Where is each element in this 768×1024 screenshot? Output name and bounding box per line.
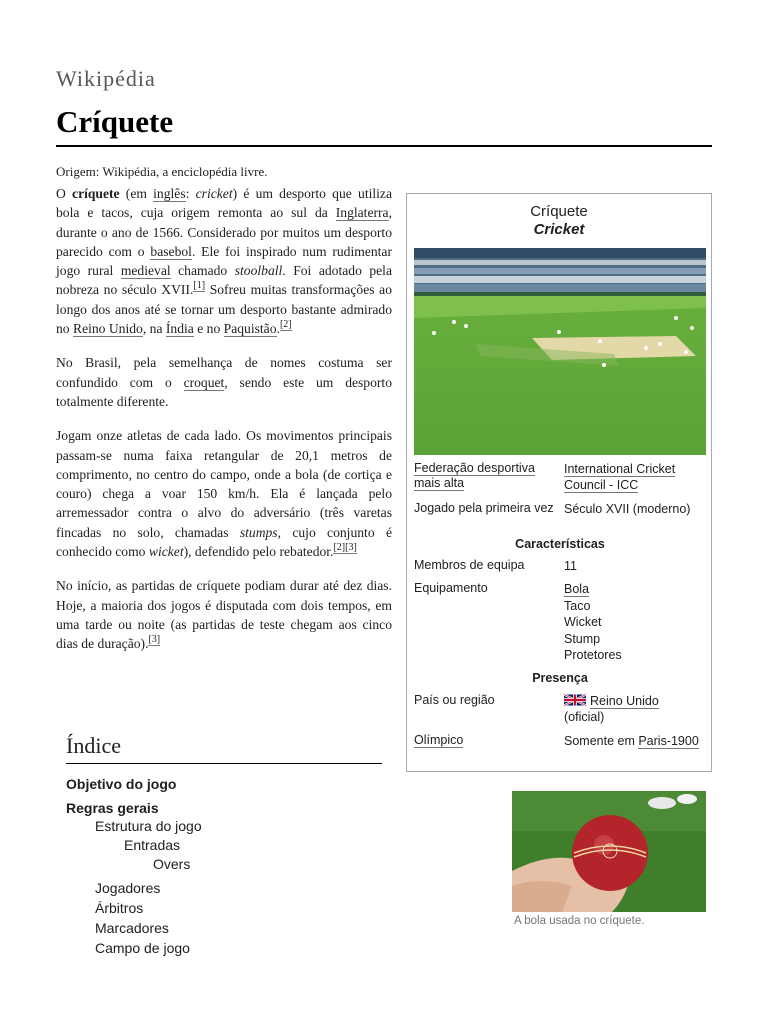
text: , cujo conjunto é conhecido como: [56, 524, 392, 560]
equip-item: Protetores: [564, 648, 622, 662]
equip-item: Taco: [564, 598, 591, 613]
reference-link[interactable]: [1]: [193, 280, 206, 292]
toc-item[interactable]: Entradas: [124, 837, 181, 853]
text: . Ele foi inspirado num rudimentar jogo rural: [56, 243, 392, 279]
link-basebol[interactable]: basebol: [150, 243, 192, 259]
paragraph-duracao: [56, 576, 392, 653]
toc-item[interactable]: Objetivo do jogo: [66, 776, 177, 792]
text: O: [56, 186, 73, 201]
federacao-label-link[interactable]: Federação desportiva mais alta: [414, 461, 535, 490]
term-italic: wicket: [148, 544, 184, 560]
term-italic: cricket: [195, 186, 233, 201]
pais-note: (oficial): [564, 710, 605, 724]
link-india[interactable]: Índia: [165, 321, 194, 337]
text: Sofreu muitas transformações ao longo dos anos até se tornar um desporto bastante admirado no: [56, 282, 392, 337]
section-presenca: Presença: [532, 671, 588, 685]
equip-item: Stump: [564, 631, 601, 646]
origin-note: Origem: Wikipédia, a enciclopédia livre.: [56, 164, 268, 179]
term-italic: stumps: [239, 524, 278, 540]
reference-2[interactable]: [280, 319, 292, 331]
text: (em: [119, 186, 154, 201]
reference-link[interactable]: [3]: [148, 634, 161, 646]
term-italic: stoolball: [234, 263, 283, 279]
logo-text: Wikipédia: [56, 66, 156, 91]
paragraph-brasil: [56, 353, 392, 411]
equipamento-label: Equipamento: [414, 581, 488, 595]
toc-item[interactable]: Marcadores: [95, 920, 169, 936]
link-paquistao[interactable]: Paquistão: [223, 321, 277, 337]
toc-heading: Índice: [66, 733, 382, 764]
text: , durante o ano de 1566. Considerado por muitos um desporto parecido com o: [56, 205, 392, 259]
wikipedia-logo[interactable]: [56, 66, 156, 92]
infobox-title-pt: Críquete: [530, 203, 588, 220]
reference-link[interactable]: [3]: [345, 542, 357, 554]
federacao-value[interactable]: [564, 461, 704, 493]
equipamento-value: [564, 581, 704, 664]
reference-3[interactable]: [148, 634, 160, 646]
olimpico-label-link[interactable]: Olímpico: [414, 733, 464, 747]
link-croquet[interactable]: croquet: [183, 374, 225, 390]
reference-link[interactable]: [2]: [279, 319, 292, 331]
equip-item: Wicket: [564, 615, 602, 629]
olimpico-value: [564, 733, 704, 749]
reference-1[interactable]: [193, 280, 205, 292]
toc-item[interactable]: Regras gerais: [66, 800, 159, 816]
figure-caption: A bola usada no críquete.: [514, 915, 645, 927]
text: chamado: [170, 263, 235, 279]
toc-item[interactable]: Árbitros: [95, 900, 144, 916]
jogado-label: Jogado pela primeira vez: [414, 501, 554, 515]
toc-item[interactable]: Jogadores: [95, 880, 161, 896]
infobox-title-en: Cricket: [533, 221, 585, 238]
section-caracteristicas: Características: [515, 537, 605, 551]
text: :: [185, 186, 196, 201]
reino-unido-link[interactable]: Reino Unido: [590, 694, 659, 708]
article-body: [56, 184, 392, 669]
stadium-photo[interactable]: [414, 248, 706, 455]
text: .: [276, 321, 280, 337]
text: , sendo este um desporto totalmente diferente.: [56, 374, 393, 409]
paragraph-intro: [56, 184, 392, 338]
table-of-contents: [66, 733, 382, 958]
membros-value: 11: [564, 559, 577, 573]
toc-item[interactable]: Campo de jogo: [95, 940, 190, 956]
reference-link[interactable]: [2]: [333, 542, 346, 554]
infobox-title: [407, 203, 711, 239]
text: No Brasil, pela semelhança de nomes costuma ser confundido com o: [56, 355, 392, 390]
text: Somente em: [564, 734, 639, 748]
pais-label: País ou região: [414, 693, 495, 707]
olimpico-label[interactable]: [414, 733, 554, 748]
text: ), defendido pelo rebatedor.: [183, 544, 334, 560]
text: No início, as partidas de críquete podiam durar até dez dias. Hoje, a maioria dos jogos é disputada com dois tempos, em uma tarde ou noite (as partidas de teste chegam aos cinco dias de duração).: [56, 578, 392, 652]
paragraph-regras: [56, 426, 392, 561]
membros-label: Membros de equipa: [414, 558, 525, 572]
text: . Foi adotado pela nobreza no século XVII.: [56, 263, 392, 298]
toc-item[interactable]: Overs: [153, 856, 191, 872]
pais-value: [564, 693, 704, 725]
federacao-label[interactable]: [414, 461, 554, 491]
link-reino-unido[interactable]: Reino Unido: [73, 321, 143, 337]
jogado-value: Século XVII (moderno): [564, 502, 691, 516]
text: , na: [142, 321, 166, 337]
text: Jogam onze atletas de cada lado. Os movimentos principais passam-se numa faixa retangular de 20,1 metros de comprimento, no centro do campo, onde a bola (de cortiça e couro) chega a voar 150 km/h. Ela é lançada pelo arremessador contra o alvo do adversário (três varetas fincadas no solo, chamadas: [56, 428, 392, 540]
uk-flag-icon: [564, 694, 586, 706]
toc-item[interactable]: Estrutura do jogo: [95, 818, 202, 834]
equip-bola-link[interactable]: Bola: [564, 582, 590, 596]
paris-1900-link[interactable]: Paris-1900: [638, 734, 699, 748]
title-divider: [56, 145, 712, 147]
link-ingles[interactable]: inglês: [153, 186, 186, 201]
term-bold: críquete: [72, 186, 120, 201]
infobox: [406, 193, 712, 772]
federacao-link[interactable]: International Cricket Council - ICC: [564, 462, 676, 492]
reference-2[interactable]: [333, 542, 356, 554]
link-medieval[interactable]: medieval: [120, 263, 171, 279]
cricket-ball-photo[interactable]: [512, 791, 706, 912]
link-inglaterra[interactable]: Inglaterra: [335, 205, 389, 221]
text: ) é um desporto que utiliza bola e tacos, cuja origem remonta ao sul da: [56, 186, 392, 221]
text: e no: [193, 321, 224, 337]
page-title: Críquete: [56, 104, 174, 139]
